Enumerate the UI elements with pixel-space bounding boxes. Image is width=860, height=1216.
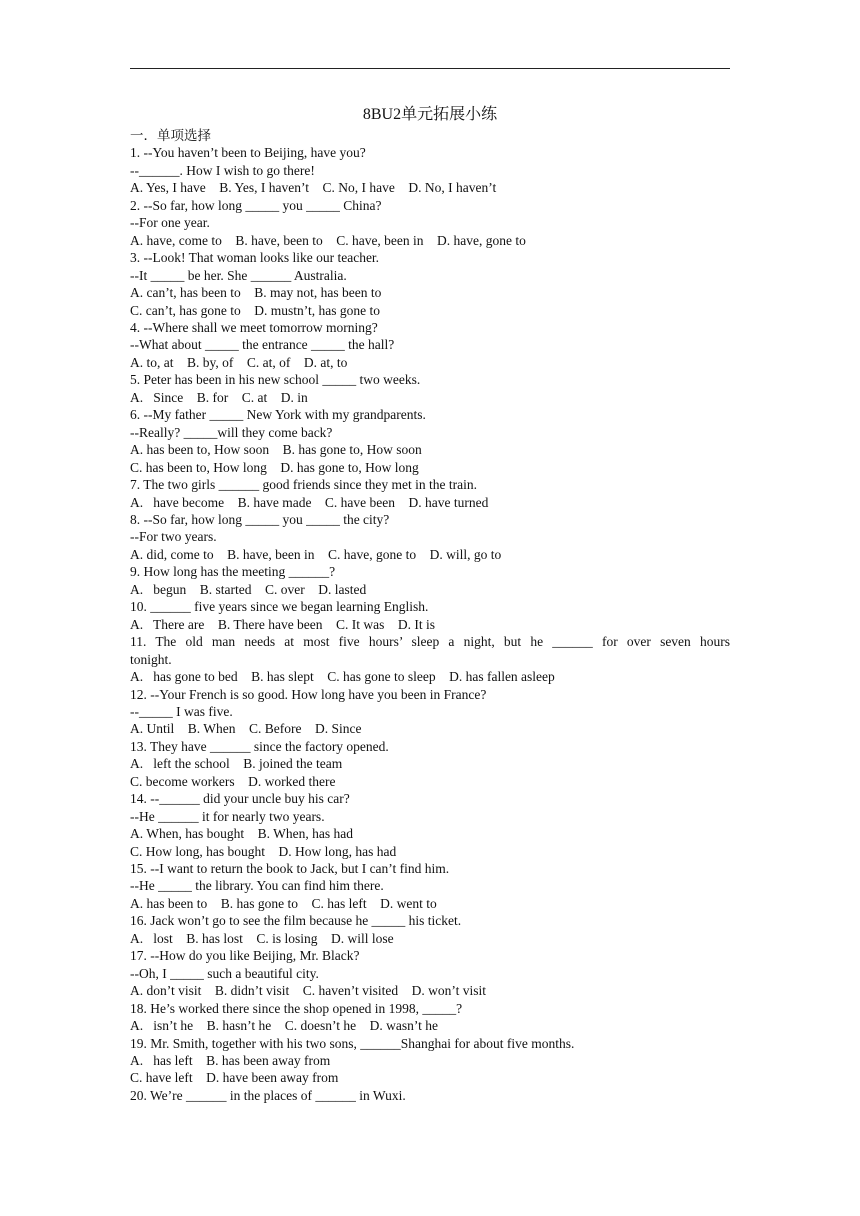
text-line: A. has gone to bed B. has slept C. has gone to sleep D. has fallen asleep — [130, 669, 555, 685]
text-line: --For one year. — [130, 215, 210, 231]
text-line: --Oh, I _____ such a beautiful city. — [130, 965, 319, 981]
text-line: --_____ I was five. — [130, 703, 233, 719]
text-line: C. have left D. have been away from — [130, 1070, 339, 1086]
text-line: 8. --So far, how long _____ you _____ the city? — [130, 511, 390, 527]
text-line: 12. --Your French is so good. How long have you been in France? — [130, 686, 487, 702]
text-line: C. become workers D. worked there — [130, 773, 336, 789]
text-line: A. can’t, has been to B. may not, has been to — [130, 285, 382, 301]
text-line: 4. --Where shall we meet tomorrow morning? — [130, 319, 378, 335]
text-line: A. have, come to B. have, been to C. have, been in D. have, gone to — [130, 232, 526, 248]
text-line: --It _____ be her. She ______ Australia. — [130, 267, 347, 283]
text-line: A. has been to B. has gone to C. has left D. went to — [130, 895, 437, 911]
text-line: 6. --My father _____ New York with my grandparents. — [130, 407, 426, 423]
text-line: A. did, come to B. have, been in C. have, gone to D. will, go to — [130, 546, 502, 562]
text-line: 11. The old man needs at most five hours’ sleep a night, but he ______ for over seven hours — [130, 634, 730, 650]
text-line: 7. The two girls ______ good friends since they met in the train. — [130, 477, 477, 493]
text-line: 18. He’s worked there since the shop opened in 1998, _____? — [130, 1000, 463, 1016]
text-line: 2. --So far, how long _____ you _____ China? — [130, 197, 382, 213]
text-line: A. There are B. There have been C. It was D. It is — [130, 616, 436, 632]
text-line: 19. Mr. Smith, together with his two sons, ______Shanghai for about five months. — [130, 1035, 575, 1051]
text-line: A. Yes, I have B. Yes, I haven’t C. No, I have D. No, I haven’t — [130, 180, 497, 196]
text-line: 10. ______ five years since we began learning English. — [130, 599, 429, 615]
text-line: A. has been to, How soon B. has gone to, How soon — [130, 442, 422, 458]
text-line: 20. We’re ______ in the places of ______ in Wuxi. — [130, 1087, 406, 1103]
text-line: --What about _____ the entrance _____ the hall? — [130, 337, 395, 353]
text-line: tonight. — [130, 651, 172, 667]
text-line: A. has left B. has been away from — [130, 1053, 331, 1069]
text-line: 5. Peter has been in his new school _____ two weeks. — [130, 372, 421, 388]
document-body — [130, 127, 730, 1104]
text-line: 9. How long has the meeting ______? — [130, 564, 336, 580]
text-line: 1. --You haven’t been to Beijing, have you? — [130, 145, 366, 161]
text-line: 13. They have ______ since the factory opened. — [130, 738, 389, 754]
text-line: A. don’t visit B. didn’t visit C. haven’t visited D. won’t visit — [130, 983, 487, 999]
text-line: 3. --Look! That woman looks like our teacher. — [130, 250, 380, 266]
text-line: --He ______ it for nearly two years. — [130, 808, 325, 824]
text-line: A. isn’t he B. hasn’t he C. doesn’t he D. wasn’t he — [130, 1018, 438, 1034]
text-line: A. left the school B. joined the team — [130, 756, 343, 772]
text-line: C. How long, has bought D. How long, has had — [130, 843, 397, 859]
text-line: A. Since B. for C. at D. in — [130, 389, 308, 405]
text-line: A. Until B. When C. Before D. Since — [130, 721, 362, 737]
text-line: --For two years. — [130, 529, 217, 545]
text-line: A. lost B. has lost C. is losing D. will lose — [130, 930, 394, 946]
text-line: 16. Jack won’t go to see the film because he _____ his ticket. — [130, 913, 462, 929]
text-line: C. has been to, How long D. has gone to, How long — [130, 459, 419, 475]
header-rule — [130, 68, 730, 69]
text-line: A. begun B. started C. over D. lasted — [130, 581, 367, 597]
text-line: --Really? _____will they come back? — [130, 424, 333, 440]
text-line: A. When, has bought B. When, has had — [130, 826, 353, 842]
text-line: C. can’t, has gone to D. mustn’t, has gone to — [130, 302, 380, 318]
page-title: 8BU2单元拓展小练 — [362, 106, 498, 123]
section-heading: 一．单项选择 — [130, 128, 211, 143]
text-line: 15. --I want to return the book to Jack, but I can’t find him. — [130, 861, 450, 877]
text-line: 14. --______ did your uncle buy his car? — [130, 791, 350, 807]
text-line: --He _____ the library. You can find him there. — [130, 878, 384, 894]
text-line: A. to, at B. by, of C. at, of D. at, to — [130, 354, 348, 370]
text-line: 17. --How do you like Beijing, Mr. Black? — [130, 948, 360, 964]
text-line: --______. How I wish to go there! — [130, 162, 315, 178]
text-line: A. have become B. have made C. have been D. have turned — [130, 494, 489, 510]
